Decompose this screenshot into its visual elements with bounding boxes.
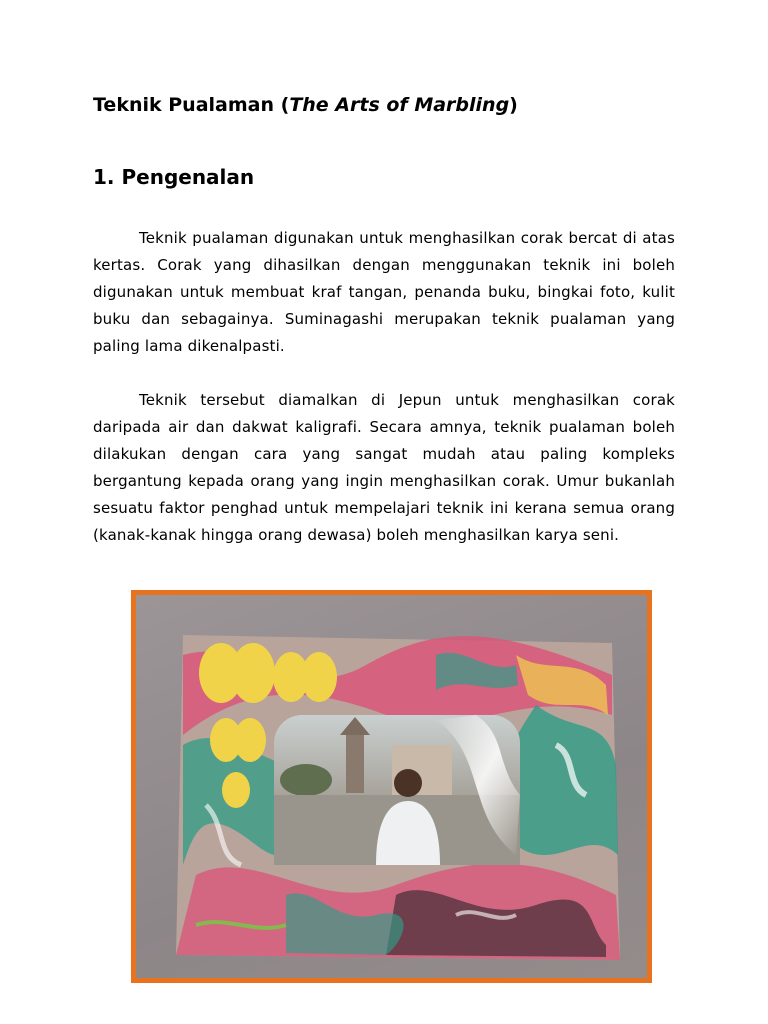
inner-photo [274, 715, 520, 865]
marbled-frame-photo [131, 590, 652, 983]
title-prefix: Teknik Pualaman ( [93, 94, 290, 116]
document-title [93, 92, 518, 118]
marbled-frame-illustration [136, 595, 647, 978]
paragraph-intro: Teknik pualaman digunakan untuk menghasilkan corak bercat di atas kertas. Corak yang dihasilkan dengan menggunakan teknik ini boleh digunakan untuk membuat kraf tangan, penanda buku, bingkai foto, kulit buku dan sebagainya. Suminagashi merupakan teknik pualaman yang paling lama dikenalpasti. [93, 229, 675, 355]
paragraph-practice: Teknik tersebut diamalkan di Jepun untuk menghasilkan corak daripada air dan dakwat kaligrafi. Secara amnya, teknik pualaman boleh dilakukan dengan cara yang sangat mudah atau paling kompleks bergantung kepada orang yang ingin menghasilkan corak. Umur bukanlah sesuatu faktor penghad untuk mempelajari teknik ini kerana semua orang (kanak-kanak hingga orang dewasa) boleh menghasilkan karya seni. [93, 391, 675, 544]
section-heading: 1. Pengenalan [93, 165, 255, 189]
title-suffix: ) [509, 94, 518, 116]
title-italic: The Arts of Marbling [289, 94, 510, 116]
